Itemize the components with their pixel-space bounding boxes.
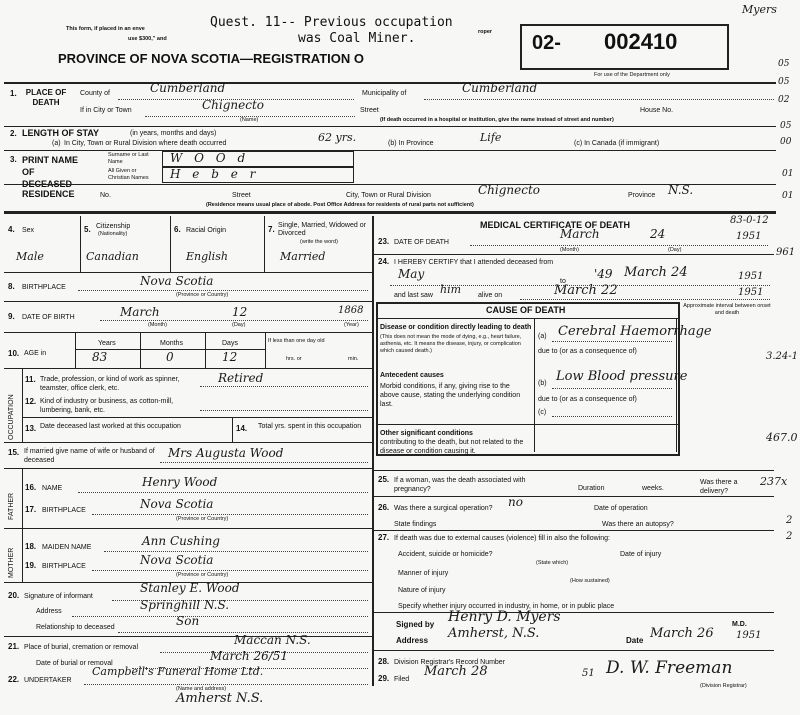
stay-city-value: 62 yrs.	[318, 131, 357, 144]
municipality-value: Cumberland	[462, 81, 538, 95]
weeks-label: weeks.	[642, 485, 664, 492]
header-note: This form, if placed in an enve	[66, 26, 145, 32]
margin-note: 83-0-12	[730, 215, 769, 226]
column-divider	[372, 216, 374, 686]
rule	[4, 368, 372, 369]
undertaker-address: Amherst N.S.	[176, 691, 264, 706]
rule	[4, 636, 372, 637]
signed-by-label: Signed by	[396, 620, 435, 629]
item-number: 25.	[378, 475, 390, 484]
rule	[205, 332, 206, 368]
stay-canada-label: (c) In Canada (if immigrant)	[574, 140, 660, 147]
age-days-label: Days	[222, 340, 238, 347]
last-saw-word: him	[440, 283, 462, 296]
racial-origin-value: English	[186, 250, 228, 263]
rule	[265, 332, 266, 368]
hrs-label: hrs. or	[286, 356, 302, 362]
less-day-label: If less than one day old	[268, 338, 325, 344]
rule	[374, 612, 774, 613]
rule	[22, 368, 23, 442]
rule	[22, 417, 372, 418]
rule	[374, 496, 774, 497]
residence-label: RESIDENCE	[22, 189, 75, 199]
antecedent-label: Antecedent causes	[380, 372, 444, 379]
specify-label: Specify whether injury occurred in industry, in home, or in public place	[398, 603, 615, 610]
rule	[75, 349, 265, 350]
informant-address: Springhill N.S.	[140, 598, 230, 612]
cause-c-marker: (c)	[538, 409, 547, 416]
margin-note: 237x	[760, 475, 788, 488]
spouse-value: Mrs Augusta Wood	[168, 446, 284, 460]
certificate-date-value: March 26	[650, 626, 714, 641]
house-no-label: House No.	[640, 107, 674, 114]
dob-label: DATE OF BIRTH	[22, 314, 75, 321]
rule	[92, 570, 368, 571]
external-causes-label: If death was due to external causes (violence) fill in also the following:	[394, 535, 610, 542]
day-caption: (Day)	[232, 322, 246, 328]
item-number: 27.	[378, 533, 390, 542]
item-number: 1.	[10, 89, 17, 98]
rule	[4, 184, 776, 185]
item-number: 24.	[378, 257, 390, 266]
rule	[78, 290, 368, 291]
rule	[534, 318, 535, 452]
dob-year: 1868	[338, 305, 364, 316]
rule	[374, 470, 774, 471]
undertaker-value: Campbell's Funeral Home Ltd.	[92, 665, 264, 678]
rule	[4, 301, 372, 302]
informant-signature: Stanley E. Wood	[140, 581, 240, 595]
rule	[160, 462, 368, 463]
item-number: 3.	[10, 155, 17, 164]
certify-label: I HEREBY CERTIFY that I attended deceased from	[394, 259, 554, 266]
total-years-label: Total yrs. spent in this occupation	[258, 423, 362, 430]
mother-side-label: MOTHER	[8, 547, 15, 578]
filed-label: Filed	[394, 676, 410, 683]
rule	[22, 468, 23, 528]
municipality-label: Municipality of	[362, 90, 407, 97]
quest-note-1: Quest. 11-- Previous occupation	[210, 15, 453, 30]
cause-a-marker: (a)	[538, 333, 547, 340]
mother-caption: (Province or Country)	[176, 572, 229, 578]
margin-note: 2	[786, 531, 793, 542]
item-number: 7.	[268, 225, 275, 234]
trade-label: Trade, profession, or kind of work as spinner, teamster, office clerk, etc.	[40, 376, 180, 392]
marital-label: Single, Married, Widowed or Divorced	[278, 222, 366, 237]
item-number: 4.	[8, 225, 15, 234]
filed-value: March 28	[424, 664, 488, 679]
cause-b-value: Low Blood pressure	[556, 369, 688, 384]
attended-to-date: March 24	[624, 265, 688, 280]
margin-note: 02	[778, 95, 790, 105]
rule	[4, 211, 776, 214]
rule	[424, 99, 774, 100]
rule	[376, 424, 678, 425]
item-number: 5.	[84, 225, 91, 234]
item-number: 11.	[25, 375, 36, 384]
undertaker-label: UNDERTAKER	[24, 677, 72, 684]
rule	[22, 528, 23, 582]
stay-province-value: Life	[480, 131, 502, 144]
citizenship-value: Canadian	[86, 250, 139, 263]
stay-label: LENGTH OF STAY	[22, 128, 100, 138]
marital-value: Married	[280, 250, 326, 263]
margin-note: 01	[782, 169, 794, 179]
occupation-side-label: OCCUPATION	[8, 394, 15, 440]
print-name-label: PRINT NAME OF DECEASED	[22, 155, 78, 189]
father-birthplace-label: BIRTHPLACE	[42, 507, 86, 514]
name-caption: (Name)	[240, 117, 259, 123]
autopsy-label: Was there an autopsy?	[602, 521, 674, 528]
rule	[84, 684, 368, 685]
item-number: 9.	[8, 312, 15, 321]
informant-signature-label: Signature of informant	[24, 593, 93, 600]
rule	[4, 442, 372, 443]
rule	[170, 216, 171, 272]
county-label: County of	[80, 90, 110, 97]
item-number: 28.	[378, 657, 390, 666]
burial-date-value: March 26/51	[210, 649, 289, 663]
registration-prefix: 02-	[532, 32, 561, 54]
item-number: 15.	[8, 448, 20, 457]
certificate-date-label: Date	[626, 636, 644, 645]
stay-province-label: (b) In Province	[388, 140, 434, 147]
how-sustained: (How sustained)	[570, 578, 610, 584]
item-number: 13.	[25, 424, 37, 433]
registration-number: 002410	[604, 29, 678, 54]
margin-note: 961	[776, 247, 796, 258]
state-findings-label: State findings	[394, 521, 437, 528]
father-birthplace-value: Nova Scotia	[140, 497, 214, 511]
mother-maiden-label: MAIDEN NAME	[42, 544, 92, 551]
relation-label: Relationship to deceased	[36, 624, 115, 631]
age-years-label: Years	[98, 340, 116, 347]
birthplace-value: Nova Scotia	[140, 274, 214, 288]
physician-address-label: Address	[396, 636, 429, 645]
rule	[552, 416, 672, 417]
father-name-label: NAME	[42, 485, 63, 492]
division-registrar-caption: (Division Registrar)	[700, 683, 747, 689]
residence-city-value: Chignecto	[478, 183, 541, 197]
residence-province-value: N.S.	[668, 183, 694, 197]
dob-month: March	[120, 305, 160, 319]
trade-value: Retired	[218, 371, 264, 385]
county-value: Cumberland	[150, 81, 226, 95]
operation-date-label: Date of operation	[594, 505, 648, 512]
rule	[552, 341, 672, 342]
item-number: 26.	[378, 503, 390, 512]
delivery-label: Was there a delivery?	[700, 479, 738, 495]
year-caption: (Year)	[344, 322, 359, 328]
attended-to-year: '49	[594, 267, 613, 281]
rule	[374, 530, 774, 531]
rule	[200, 386, 368, 387]
margin-note: 2	[786, 515, 793, 526]
md-label: M.D.	[732, 621, 747, 628]
item-number: 17.	[25, 505, 37, 514]
margin-note: 467.0	[766, 431, 798, 444]
birthplace-label: BIRTHPLACE	[22, 284, 66, 291]
department-use-note: For use of the Department only	[594, 72, 670, 78]
city-label: If in City or Town	[80, 107, 132, 114]
rule	[140, 332, 141, 368]
medical-certificate-title: MEDICAL CERTIFICATE OF DEATH	[480, 220, 630, 230]
rule	[374, 650, 774, 651]
stay-city-text: In City, Town or Rural Division where death occurred	[64, 140, 227, 147]
item-number: 18.	[25, 542, 37, 551]
form-title: PROVINCE OF NOVA SCOTIA—REGISTRATION O	[58, 51, 364, 66]
dod-month-caption: (Month)	[560, 247, 579, 253]
residence-no-label: No.	[100, 192, 111, 199]
rule	[232, 417, 233, 442]
rule	[676, 318, 677, 452]
rule	[75, 332, 76, 368]
father-name-value: Henry Wood	[142, 475, 218, 489]
residence-province-label: Province	[628, 192, 656, 199]
duration-label: Duration	[578, 485, 605, 492]
rule	[552, 388, 672, 389]
surgical-label: Was there a surgical operation?	[394, 505, 493, 512]
informant-address-label: Address	[36, 608, 62, 615]
dob-day: 12	[232, 305, 248, 319]
date-of-death-day: 24	[650, 227, 666, 241]
rule	[4, 332, 372, 333]
racial-origin-label: Racial Origin	[186, 227, 227, 234]
date-of-death-label: DATE OF DEATH	[394, 239, 449, 246]
immediate-cause-label: Disease or condition directly leading to death	[380, 324, 532, 331]
state-which: (State which)	[536, 560, 569, 566]
birthplace-caption: (Province or Country)	[176, 292, 229, 298]
age-months-label: Months	[160, 340, 183, 347]
due-to-b: due to (or as a consequence of)	[538, 348, 637, 355]
manner-label: Manner of injury	[398, 570, 449, 577]
street-label: Street	[360, 107, 379, 114]
signed-by-value: Henry D. Myers	[448, 609, 561, 625]
age-label: AGE in	[24, 350, 47, 357]
antecedent-note: Morbid conditions, if any, giving rise to the above cause, stating the underlying condition last.	[380, 383, 521, 408]
item-number: 14.	[236, 424, 248, 433]
rule	[104, 551, 368, 552]
item-number: 8.	[8, 282, 15, 291]
city-value: Chignecto	[202, 98, 265, 112]
undertaker-caption: (Name and address)	[176, 686, 227, 692]
spouse-label: If married give name of wife or husband of deceased	[24, 448, 155, 464]
rule	[78, 492, 368, 493]
margin-note: 01	[782, 191, 794, 201]
rule	[200, 410, 368, 411]
item-number: 29.	[378, 674, 390, 683]
header-fragment: roper	[478, 29, 493, 35]
rule	[376, 318, 678, 319]
mother-birthplace-label: BIRTHPLACE	[42, 563, 86, 570]
surname-label: Surname or Last Name	[108, 152, 149, 165]
item-number: 21.	[8, 642, 20, 651]
date-of-death-year: 1951	[736, 231, 762, 242]
attended-to-year-full: 1951	[738, 271, 764, 282]
alive-on-value: March 22	[554, 283, 618, 298]
item-number: 20.	[8, 591, 20, 600]
rule	[72, 616, 368, 617]
to-label: to	[560, 278, 566, 285]
item-number: 23.	[378, 237, 390, 246]
header-note-2: use $300," and	[128, 36, 167, 42]
place-of-death-label: PLACE OF DEATH	[25, 88, 67, 107]
due-to-c: due to (or as a consequence of)	[538, 396, 637, 403]
rule	[4, 126, 776, 127]
burial-date-label: Date of burial or removal	[36, 660, 113, 667]
corner-name: Myers	[742, 3, 777, 16]
margin-note: 05	[778, 77, 790, 87]
margin-note: 00	[780, 137, 792, 147]
min-label: min.	[348, 356, 359, 362]
other-conditions-note: contributing to the death, but not related to the disease or condition causing it.	[380, 439, 524, 455]
sex-value: Male	[16, 250, 44, 263]
citizenship-sub: (Nationality)	[98, 231, 128, 237]
division-registrar-signature: D. W. Freeman	[606, 658, 733, 678]
record-number-label: Division Registrar's Record Number	[394, 659, 506, 666]
dod-day-caption: (Day)	[668, 247, 682, 253]
rule	[4, 468, 372, 469]
margin-note: 3.24-1	[766, 351, 799, 362]
mother-birthplace-value: Nova Scotia	[140, 553, 214, 567]
industry-label: Kind of industry or business, as cotton-mill, lumbering, bank, etc.	[40, 398, 174, 414]
pregnancy-label: If a woman, was the death associated with pregnancy?	[394, 477, 526, 493]
nature-label: Nature of injury	[398, 587, 446, 594]
residence-city-label: City, Town or Rural Division	[346, 192, 431, 199]
stay-sub: (in years, months and days)	[130, 130, 217, 137]
hospital-note: (If death occurred in a hospital or institution, give the name instead of street and number)	[380, 117, 614, 123]
filed-year: 51	[582, 668, 595, 679]
surgical-value: no	[508, 495, 523, 509]
rule	[4, 150, 776, 151]
margin-note: 05	[778, 59, 790, 69]
rule	[470, 245, 768, 246]
physician-address-value: Amherst, N.S.	[448, 626, 540, 641]
item-number: 19.	[25, 561, 37, 570]
burial-place-value: Maccan N.S.	[234, 633, 311, 647]
accident-label: Accident, suicide or homicide?	[398, 551, 493, 558]
alive-on-label: alive on	[478, 292, 503, 299]
item-number: 10.	[8, 349, 20, 358]
given-names-value: H e b e r	[170, 167, 260, 181]
age-years: 83	[92, 350, 108, 364]
quest-note-2: was Coal Miner.	[298, 31, 416, 46]
burial-place-label: Place of burial, cremation or removal	[24, 644, 138, 651]
injury-date-label: Date of injury	[620, 551, 662, 558]
rule	[264, 216, 265, 272]
rule	[92, 514, 368, 515]
margin-note: 05	[780, 121, 792, 131]
cause-of-death-title: CAUSE OF DEATH	[486, 305, 566, 315]
citizenship-label: Citizenship	[96, 223, 131, 230]
rule	[4, 82, 776, 84]
interval-label: Approximate interval between onset and death	[683, 303, 771, 316]
relation-value: Son	[176, 614, 200, 628]
other-conditions-label: Other significant conditions	[380, 430, 473, 437]
rule	[100, 320, 368, 321]
item-number: 6.	[174, 225, 181, 234]
residence-note: (Residence means usual place of abode. Post Office Address for residents of rural parts not sufficient)	[206, 202, 474, 208]
given-names-label: All Given or Christian Names	[108, 168, 149, 181]
surname-value: W O O d	[170, 151, 250, 165]
rule	[374, 254, 774, 255]
certificate-date-year: 1951	[736, 630, 762, 641]
alive-on-year: 1951	[738, 287, 764, 298]
rule	[80, 216, 81, 272]
immediate-cause-note: (This does not mean the mode of dying, e.g., heart failure, asthenia, etc. It means the disease, injury, or complication which caused death.)	[380, 334, 522, 354]
cause-b-marker: (b)	[538, 380, 547, 387]
age-days: 12	[222, 350, 238, 364]
mother-maiden-value: Ann Cushing	[142, 534, 220, 548]
item-number: 2.	[10, 129, 17, 138]
father-caption: (Province or Country)	[176, 516, 229, 522]
father-side-label: FATHER	[8, 492, 15, 520]
item-number: 22.	[8, 675, 20, 684]
residence-street-label: Street	[232, 192, 251, 199]
marital-sub: (write the word)	[300, 239, 338, 245]
sex-label: Sex	[22, 227, 35, 234]
rule	[520, 299, 770, 300]
last-worked-label: Date deceased last worked at this occupation	[40, 423, 181, 430]
rule	[4, 528, 372, 529]
stay-a-label: (a)	[52, 140, 61, 147]
cause-a-value: Cerebral Haemorrhage	[558, 324, 712, 339]
month-caption: (Month)	[148, 322, 167, 328]
item-number: 16.	[25, 483, 37, 492]
attended-from: May	[398, 267, 425, 281]
last-saw-label: and last saw	[394, 292, 433, 299]
date-of-death-month: March	[560, 227, 600, 241]
rule	[4, 272, 372, 273]
age-months: 0	[166, 350, 174, 364]
item-number: 12.	[25, 397, 37, 406]
